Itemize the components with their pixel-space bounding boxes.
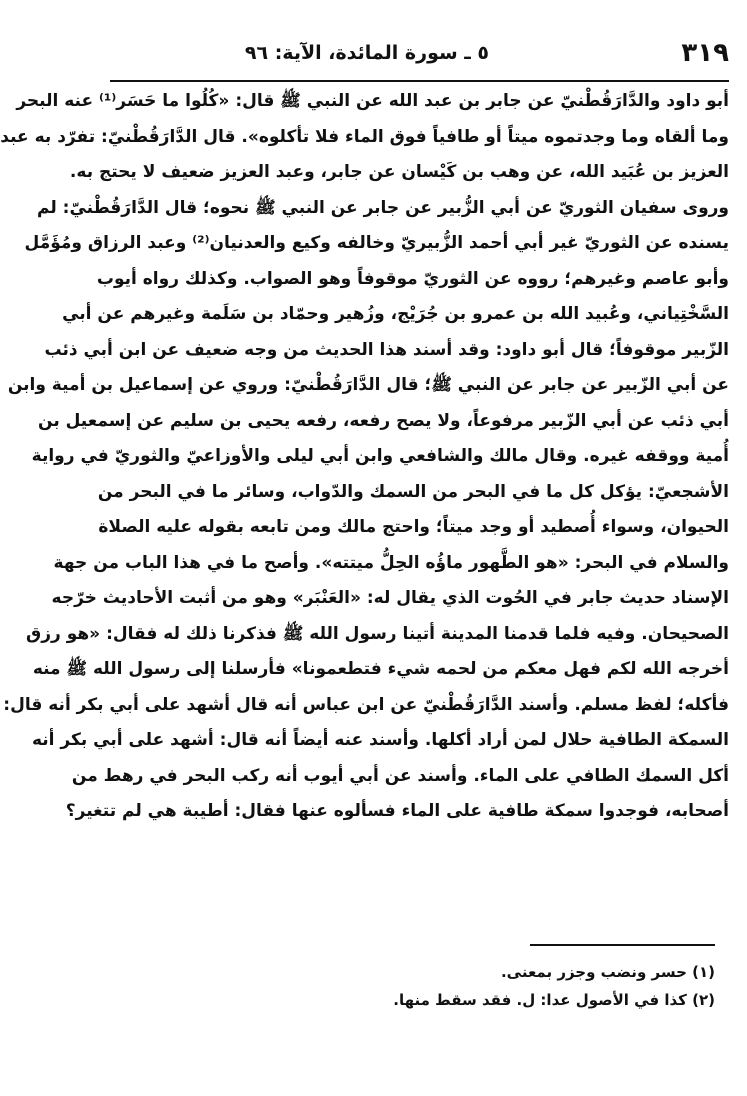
text-line: الزّبير موقوفاً؛ قال أبو داود: وقد أسند هذا الحديث من وجه ضعيف عن ابن أبي ذئب (44, 339, 729, 360)
text-line: فأكله؛ لفظ مسلم. وأسند الدَّارَقُطْنيّ عن ابن عباس أنه قال أشهد على أبي بكر أنه قال: (3, 694, 729, 715)
text-line: أُمية ووقفه غيره. وقال مالك والشافعي وابن أبي ليلى والأوزاعيّ والثوريّ في رواية (31, 446, 729, 466)
text-line: السَّخْتِياني، وعُبيد الله بن عمرو بن جُرَيْج، وزُهير وحمّاد بن سَلَمة وغيرهم عن أبي (62, 304, 729, 324)
main-text (0, 84, 729, 830)
text-line: أبي ذئب عن أبي الزّبير مرفوعاً، ولا يصح رفعه، رفعه يحيى بن سليم عن إسمعيل بن (38, 410, 729, 431)
text-line: يسنده عن الثوريّ غير أبي أحمد الزُّبيريّ وخالفه وكيع والعدنيان⁽²⁾ وعبد الرزاق ومُؤَمَّل (24, 233, 729, 253)
text-line: الصحيحان. وفيه فلما قدمنا المدينة أتينا رسول الله ﷺ فذكرنا ذلك له فقال: «هو رزق (26, 623, 729, 644)
footnote-1: (١) حسر ونضب وجزر بمعنى. (500, 963, 715, 981)
text-line: وما ألقاه وما وجدتموه ميتاً أو طافياً فوق الماء فلا تأكلوه». قال الدَّارَقُطْنيّ: تفرّد به عبد (0, 126, 729, 147)
text-line: الحيوان، وسواء أُصطيد أو وجد ميتاً؛ واحتج مالك ومن تابعه بقوله عليه الصلاة (98, 517, 729, 537)
text-line: السمكة الطافية حلال لمن أراد أكلها. وأسند عنه أيضاً أنه قال: أشهد على أبي بكر أنه (31, 730, 729, 750)
text-line: أخرجه الله لكم فهل معكم من لحمه شيء فتطعمونا» فأرسلنا إلى رسول الله ﷺ منه (32, 659, 729, 679)
text-line: أبو داود والدَّارَقُطْنيّ عن جابر بن عبد الله عن النبي ﷺ قال: «كُلُوا ما حَسَر⁽¹⁾ عنه البحر (16, 91, 729, 111)
text-line: وأبو عاصم وغيرهم؛ رووه عن الثوريّ موقوفاً وهو الصواب. وكذلك رواه أيوب (96, 268, 729, 289)
footnote-divider (530, 944, 715, 946)
running-header (110, 38, 729, 78)
footnotes (110, 958, 715, 1014)
header-divider (110, 80, 729, 82)
footnote-2: (٢) كذا في الأصول عدا: ل. فقد سقط منها. (393, 991, 715, 1009)
text-line: أكل السمك الطافي على الماء. وأسند عن أبي أيوب أنه ركب البحر في رهط من (71, 765, 729, 786)
text-line: والسلام في البحر: «هو الطَّهور ماؤُه الحِلُّ ميتته». وأصح ما في هذا الباب من جهة (53, 552, 729, 573)
text-line: الإسناد حديث جابر في الحُوت الذي يقال له: «العَنْبَر» وهو من أثبت الأحاديث خرّجه (51, 588, 729, 608)
chapter-title: ٥ ـ سورة المائدة، الآية: ٩٦ (244, 42, 489, 64)
text-line: العزيز بن عُبَيد الله، عن وهب بن كَيْسان عن جابر، وعبد العزيز ضعيف لا يحتج به. (69, 162, 729, 182)
text-line: أصحابه، فوجدوا سمكة طافية على الماء فسألوه عنها فقال: أطيبة هي لم تتغير؟ (65, 801, 729, 821)
text-line: الأشجعيّ: يؤكل كل ما في البحر من السمك والدّواب، وسائر ما في البحر من (97, 481, 729, 502)
text-line: وروى سفيان الثوريّ عن أبي الزُّبير عن جابر عن النبي ﷺ نحوه؛ قال الدَّارَقُطْنيّ: لم (37, 197, 729, 218)
text-line: عن أبي الزّبير عن جابر عن النبي ﷺ؛ قال الدَّارَقُطْنيّ: وروي عن إسماعيل بن أمية وابن (7, 375, 729, 395)
page-number: ٣١٩ (681, 38, 729, 68)
